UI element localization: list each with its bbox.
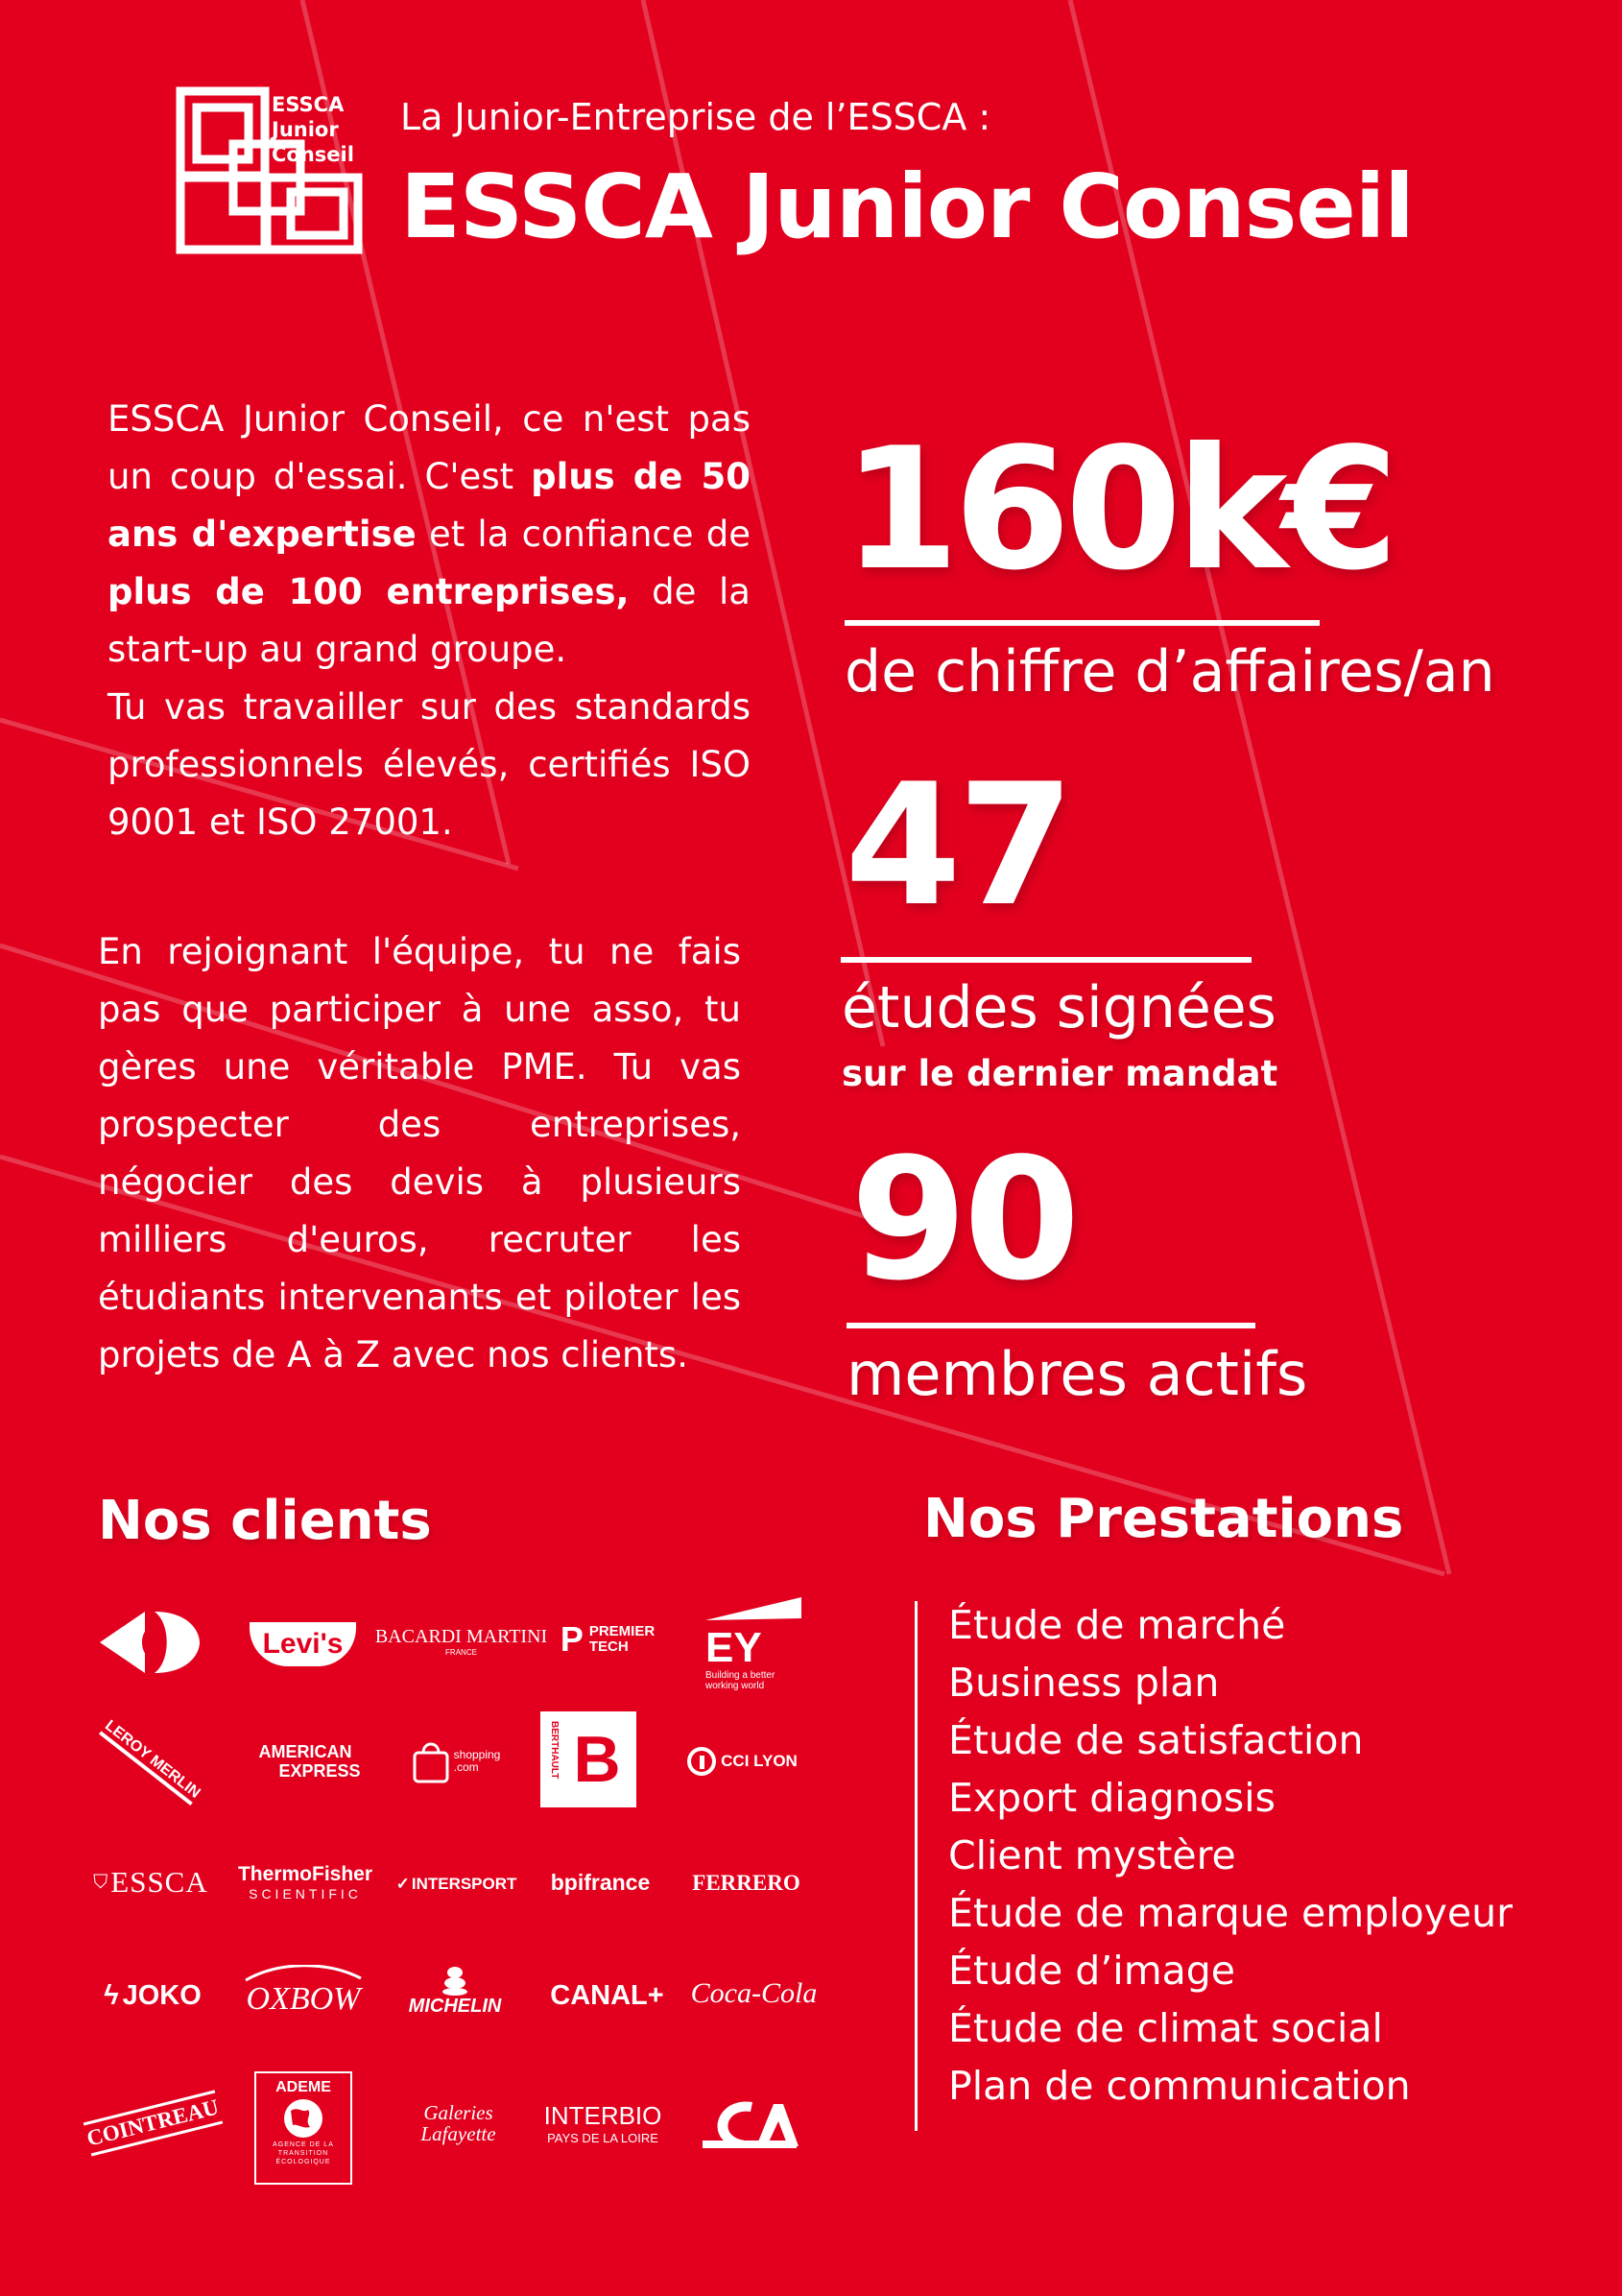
interbio-wordmark: INTERBIO xyxy=(543,2100,662,2130)
logo-wordmark xyxy=(272,92,354,167)
client-logo-galeries-lafayette: Galeries Lafayette xyxy=(420,2101,496,2145)
service-item: Plan de communication xyxy=(948,2063,1411,2109)
ademe-sub: AGENCE DE LA TRANSITION ÉCOLOGIQUE xyxy=(273,2141,334,2165)
services-divider xyxy=(915,1601,918,2131)
cointreau-wordmark: COINTREAU xyxy=(83,2091,222,2157)
page-title: ESSCA Junior Conseil xyxy=(400,155,1414,258)
stat-revenue-label: de chiffre d’affaires/an xyxy=(845,638,1495,706)
carrefour-icon xyxy=(92,1608,207,1677)
client-logo-ferrero: FERRERO xyxy=(692,1871,800,1895)
ademe-wordmark: ADEME xyxy=(275,2079,331,2095)
thermo-wordmark: ThermoFisher xyxy=(237,1863,373,1885)
services-title: Nos Prestations xyxy=(923,1488,1404,1550)
logo-line-1: ESSCA xyxy=(272,93,345,116)
michelin-man-icon xyxy=(436,1965,474,1996)
thermo-sub: SCIENTIFIC xyxy=(249,1886,362,1901)
michelin-wordmark: MICHELIN xyxy=(408,1996,502,2017)
essca-shield-icon: ⛉ xyxy=(93,1871,108,1893)
client-logo-levis xyxy=(238,1613,368,1675)
interbio-sub: PAYS DE LA LOIRE xyxy=(547,2130,658,2145)
essca-wordmark: ESSCA xyxy=(110,1865,208,1899)
premier-tech-icon: P xyxy=(560,1618,584,1659)
premier-word: PREMIER xyxy=(588,1622,656,1639)
service-item: Étude d’image xyxy=(948,1948,1236,1994)
client-logo-bacardi xyxy=(374,1617,548,1665)
service-item: Étude de marché xyxy=(948,1602,1286,1648)
client-logo-amex xyxy=(243,1733,368,1790)
service-item: Étude de satisfaction xyxy=(948,1717,1364,1763)
client-logo-bpifrance: bpifrance xyxy=(550,1869,651,1895)
stat-studies-value: 47 xyxy=(845,749,1071,944)
stat-members-value: 90 xyxy=(850,1123,1077,1318)
stat-studies-sublabel: sur le dernier mandat xyxy=(842,1053,1278,1094)
amex-line-1: AMERICAN xyxy=(258,1742,352,1761)
client-logo-berthault xyxy=(540,1711,636,1807)
intro-text-c: et la confiance de xyxy=(416,514,751,555)
stat-divider xyxy=(845,620,1320,626)
logo-line-2: Junior xyxy=(272,118,339,141)
client-logo-canal-plus: CANAL+ xyxy=(550,1979,664,2011)
oxbow-wordmark: OXBOW xyxy=(246,1981,361,2017)
header-kicker: La Junior-Entreprise de l’ESSCA : xyxy=(400,96,991,138)
client-logo-credit-agricole xyxy=(691,2091,806,2158)
service-item: Business plan xyxy=(948,1660,1220,1706)
ey-tagline: Building a better working world xyxy=(705,1669,775,1691)
shopping-bag-icon xyxy=(412,1739,450,1783)
intro-highlight-expertise: plus de 50 ans d'expertise xyxy=(107,456,751,555)
intersport-wordmark: INTERSPORT xyxy=(411,1874,517,1893)
stat-divider xyxy=(841,957,1252,963)
logo-line-3: Conseil xyxy=(272,143,354,166)
oxbow-arc-icon xyxy=(241,1965,366,1982)
amex-line-2: EXPRESS xyxy=(278,1761,361,1781)
client-logo-coca-cola: Coca-Cola xyxy=(690,1977,818,2009)
ey-beam-icon xyxy=(698,1597,803,1626)
bacardi-wordmark: BACARDI MARTINI xyxy=(374,1626,548,1647)
client-logo-ey xyxy=(698,1584,813,1704)
stat-divider xyxy=(847,1323,1255,1328)
shopping-sub: .com xyxy=(453,1760,479,1774)
shopping-text xyxy=(454,1749,501,1774)
client-logo-thermo-fisher xyxy=(233,1860,377,1908)
leroy-merlin-wordmark: LEROY MERLIN xyxy=(99,1717,203,1806)
client-logo-cointreau xyxy=(83,2085,222,2162)
premier-tech-text xyxy=(589,1624,655,1655)
client-logo-interbio xyxy=(536,2100,670,2153)
client-logo-joko xyxy=(91,1975,214,2016)
cci-wordmark: CCI LYON xyxy=(721,1752,798,1770)
client-logo-shopping-com xyxy=(403,1733,509,1790)
client-logo-essca xyxy=(94,1862,207,1902)
stat-studies-label: études signées xyxy=(842,974,1276,1041)
berthault-side-text: BERTHAULT xyxy=(549,1721,560,1780)
tech-word: TECH xyxy=(588,1638,629,1655)
service-item: Étude de climat social xyxy=(948,2005,1383,2051)
levis-wordmark: Levi's xyxy=(250,1622,357,1666)
credit-agricole-icon xyxy=(697,2093,800,2156)
intersport-check-icon: ✓ xyxy=(395,1874,410,1893)
stat-members-label: membres actifs xyxy=(847,1339,1308,1409)
berthault-letter: B xyxy=(573,1723,621,1796)
intro-text-iso: Tu vas travailler sur des standards professionnels élevés, certifiés ISO 9001 et ISO 27001. xyxy=(107,686,751,843)
intro-text-a: ESSCA Junior Conseil, ce n'est pas un coup d'essai. C'est xyxy=(107,398,751,497)
client-logo-carrefour xyxy=(84,1608,214,1677)
client-logo-premier-tech xyxy=(550,1617,665,1661)
client-logo-cci-lyon xyxy=(680,1737,804,1785)
intro-paragraph-1 xyxy=(107,391,751,851)
intro-highlight-clients: plus de 100 entreprises, xyxy=(107,571,630,612)
joko-wordmark: JOKO xyxy=(122,1979,202,2011)
intro-paragraph-2: En rejoignant l'équipe, tu ne fais pas que participer à une asso, tu gères une véritable PME. Tu vas prospecter des entreprises, négocier des devis à plusieurs milliers d'euros, recruter les étudiants intervenants et piloter les projets de A à Z avec nos clients. xyxy=(98,931,741,1375)
joko-bolt-icon: ϟ xyxy=(104,1979,119,2011)
ademe-globe-icon xyxy=(281,2096,325,2141)
client-logo-ademe xyxy=(254,2071,352,2185)
shopping-word: shopping xyxy=(453,1748,501,1761)
intro-text-e: de la start-up au grand groupe. xyxy=(107,571,751,670)
bacardi-sub: FRANCE xyxy=(445,1648,477,1657)
service-item: Export diagnosis xyxy=(948,1775,1276,1821)
client-logo-oxbow xyxy=(235,1958,371,2023)
client-logo-leroy-merlin xyxy=(96,1717,206,1802)
cci-icon xyxy=(686,1746,717,1777)
service-item: Étude de marque employeur xyxy=(948,1890,1513,1936)
ey-wordmark: EY xyxy=(705,1623,762,1671)
client-logo-michelin xyxy=(389,1958,521,2023)
client-logo-intersport xyxy=(396,1867,516,1901)
clients-title: Nos clients xyxy=(98,1490,432,1552)
service-item: Client mystère xyxy=(948,1832,1236,1878)
services-list xyxy=(948,1596,1513,2115)
stat-revenue-value: 160k€ xyxy=(843,413,1394,608)
